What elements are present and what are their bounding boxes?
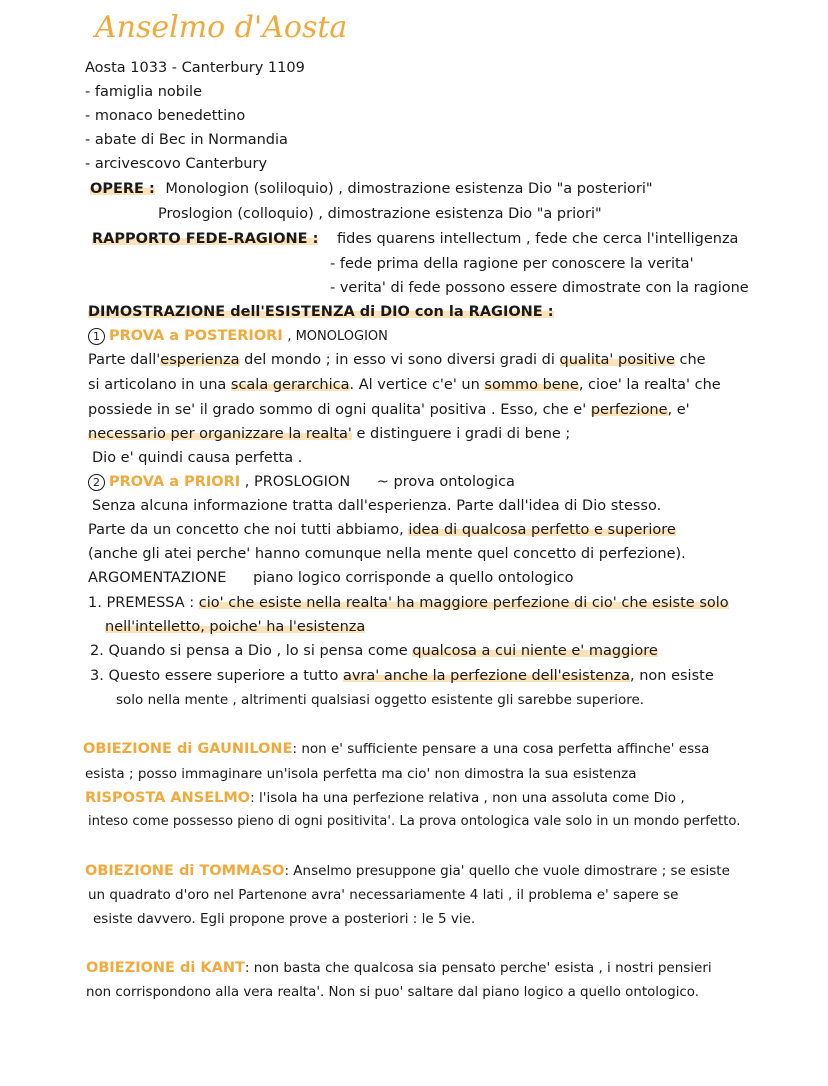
paragraph-line: Dio e' quindi causa perfetta . bbox=[92, 450, 303, 466]
highlighted-text: esperienza bbox=[160, 352, 240, 368]
highlighted-text: necessario per organizzare la realta' bbox=[88, 426, 352, 442]
rapporto-line: - fede prima della ragione per conoscere la verita' bbox=[330, 256, 694, 272]
kant-text: : non basta che qualcosa sia pensato perche' esista , i nostri pensieri bbox=[244, 960, 712, 976]
paragraph-line bbox=[88, 424, 570, 444]
text: , e' bbox=[667, 402, 690, 418]
highlighted-text: perfezione bbox=[590, 402, 668, 418]
gaunilone-label: OBIEZIONE di GAUNILONE bbox=[83, 741, 293, 757]
tommaso-text: un quadrato d'oro nel Partenone avra' necessariamente 4 lati , il problema e' sapere se bbox=[88, 887, 679, 903]
text: si articolano in una bbox=[88, 377, 231, 393]
text: che bbox=[674, 352, 706, 368]
paragraph-line: Senza alcuna informazione tratta dall'esperienza. Parte dall'idea di Dio stesso. bbox=[92, 498, 662, 514]
rapporto-line: - verita' di fede possono essere dimostrate con la ragione bbox=[330, 280, 749, 296]
rapporto-row bbox=[92, 229, 738, 249]
rapporto-line: fides quarens intellectum , fede che cerca l'intelligenza bbox=[337, 231, 739, 247]
bio-dates: Aosta 1033 - Canterbury 1109 bbox=[85, 60, 305, 76]
bio-item: - monaco benedettino bbox=[85, 108, 246, 124]
risposta-label: RISPOSTA ANSELMO bbox=[85, 790, 251, 806]
paragraph-line bbox=[88, 400, 690, 420]
text: . Al vertice c'e' un bbox=[349, 377, 485, 393]
rapporto-label: RAPPORTO FEDE-RAGIONE : bbox=[92, 231, 319, 247]
number-circle: 2 bbox=[88, 474, 105, 491]
text: Parte dall' bbox=[88, 352, 161, 368]
paragraph-line bbox=[88, 520, 676, 540]
prova2-note: ~ prova ontologica bbox=[376, 474, 515, 490]
opere-row bbox=[90, 179, 653, 199]
page-title: Anselmo d'Aosta bbox=[95, 10, 348, 45]
argomentazione-row bbox=[88, 568, 573, 588]
tommaso-label: OBIEZIONE di TOMMASO bbox=[85, 863, 285, 879]
kant-label: OBIEZIONE di KANT bbox=[86, 960, 245, 976]
text: del mondo ; in esso vi sono diversi gradi di bbox=[239, 352, 560, 368]
number-circle: 1 bbox=[88, 328, 105, 345]
text: possiede in se' il grado sommo di ogni qualita' positiva . Esso, che e' bbox=[88, 402, 591, 418]
tommaso-text: : Anselmo presuppone gia' quello che vuole dimostrare ; se esiste bbox=[284, 863, 730, 879]
list-item bbox=[90, 641, 658, 661]
paragraph-line: (anche gli atei perche' hanno comunque nella mente quel concetto di perfezione). bbox=[88, 546, 686, 562]
opere-label: OPERE : bbox=[90, 181, 155, 197]
list-item bbox=[90, 666, 714, 686]
highlighted-text: avra' anche la perfezione dell'esistenza bbox=[342, 668, 630, 684]
bio-item: - famiglia nobile bbox=[85, 84, 202, 100]
opere-line: Proslogion (colloquio) , dimostrazione esistenza Dio "a priori" bbox=[158, 206, 602, 222]
tommaso-row bbox=[85, 861, 730, 881]
list-item bbox=[88, 593, 729, 613]
kant-row bbox=[86, 958, 712, 978]
bio-item: - arcivescovo Canterbury bbox=[85, 156, 268, 172]
bio-item: - abate di Bec in Normandia bbox=[85, 132, 288, 148]
prova2-heading bbox=[88, 472, 515, 492]
highlighted-text: sommo bene bbox=[484, 377, 579, 393]
opere-line: Monologion (soliloquio) , dimostrazione esistenza Dio "a posteriori" bbox=[165, 181, 653, 197]
kant-text: non corrispondono alla vera realta'. Non si puo' saltare dal piano logico a quello ontologico. bbox=[86, 985, 700, 1000]
risposta-row bbox=[85, 788, 685, 808]
tommaso-text: esiste davvero. Egli propone prove a posteriori : le 5 vie. bbox=[93, 911, 476, 927]
gaunilone-text: : non e' sufficiente pensare a una cosa perfetta affinche' essa bbox=[292, 741, 710, 757]
heading-text: DIMOSTRAZIONE dell'ESISTENZA di DIO con la RAGIONE : bbox=[88, 304, 554, 320]
prova2-label: PROVA a PRIORI bbox=[109, 474, 241, 490]
text: 3. Questo essere superiore a tutto bbox=[90, 668, 343, 684]
risposta-text: inteso come possesso pieno di ogni positivita'. La prova ontologica vale solo in un mondo perfetto. bbox=[88, 814, 741, 829]
paragraph-line bbox=[88, 375, 721, 395]
highlighted-text: scala gerarchica bbox=[230, 377, 350, 393]
prova1-label: PROVA a POSTERIORI bbox=[109, 328, 283, 344]
highlighted-text: cio' che esiste nella realta' ha maggiore perfezione di cio' che esiste solo bbox=[198, 595, 729, 611]
prova2-source: , PROSLOGION bbox=[244, 474, 351, 490]
risposta-text: : l'isola ha una perfezione relativa , non una assoluta come Dio , bbox=[250, 790, 685, 806]
text: 2. Quando si pensa a Dio , lo si pensa come bbox=[90, 643, 413, 659]
text: , cioe' la realta' che bbox=[578, 377, 721, 393]
text: , non esiste bbox=[630, 668, 714, 684]
paragraph-line bbox=[88, 350, 706, 370]
text: Parte da un concetto che noi tutti abbiamo, bbox=[88, 522, 409, 538]
argomentazione-label: ARGOMENTAZIONE bbox=[88, 570, 227, 586]
gaunilone-text: esista ; posso immaginare un'isola perfetta ma cio' non dimostra la sua esistenza bbox=[85, 766, 637, 782]
text: 1. PREMESSA : bbox=[88, 595, 199, 611]
highlighted-text: qualita' positive bbox=[559, 352, 675, 368]
highlighted-text: qualcosa a cui niente e' maggiore bbox=[412, 643, 658, 659]
prova1-source: , MONOLOGION bbox=[287, 329, 388, 344]
highlighted-text: nell'intelletto, poiche' ha l'esistenza bbox=[105, 619, 366, 635]
list-item-continuation: solo nella mente , altrimenti qualsiasi oggetto esistente gli sarebbe superiore. bbox=[116, 692, 645, 708]
argomentazione-text: piano logico corrisponde a quello ontologico bbox=[253, 570, 574, 586]
text: e distinguere i gradi di bene ; bbox=[351, 426, 571, 442]
prova1-heading bbox=[88, 326, 388, 347]
gaunilone-row bbox=[83, 739, 709, 759]
list-item-continuation bbox=[105, 617, 365, 637]
highlighted-text: idea di qualcosa perfetto e superiore bbox=[408, 522, 676, 538]
section-heading bbox=[88, 302, 554, 322]
